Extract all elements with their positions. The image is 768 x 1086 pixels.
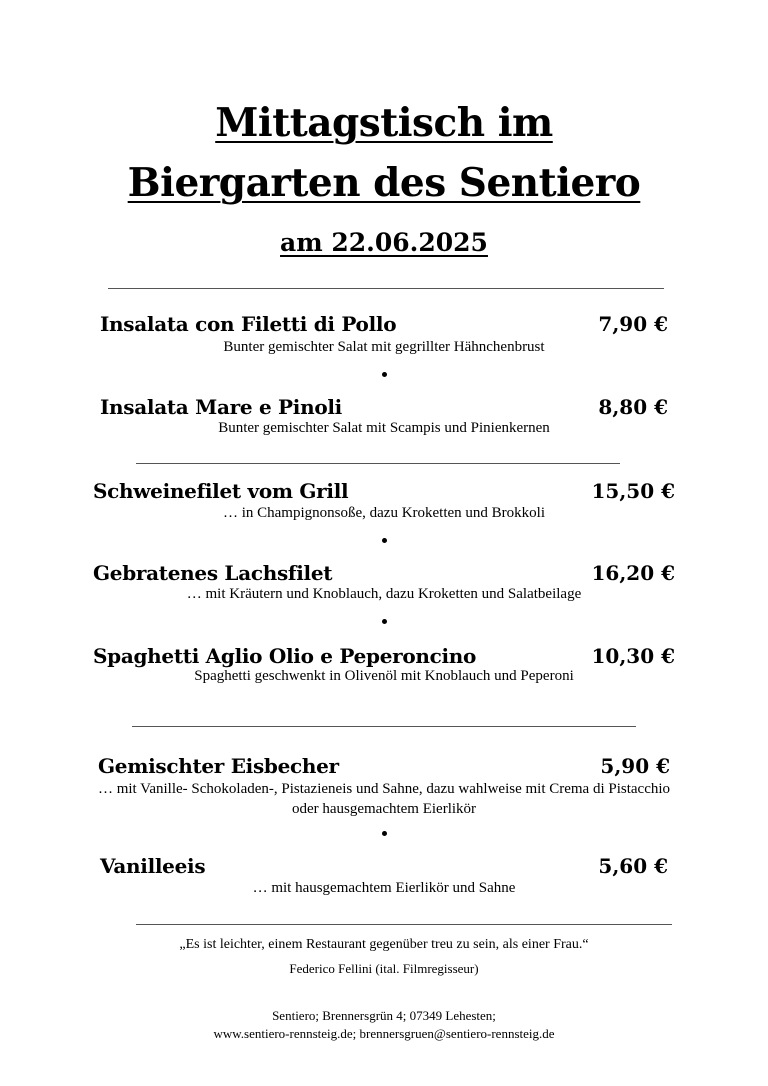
dish-description: Spaghetti geschwenkt in Olivenöl mit Knoblauch und Peperoni [194, 668, 574, 684]
dish-price: 10,30 € [591, 644, 675, 668]
quote-author: Federico Fellini (ital. Filmregisseur) [289, 961, 479, 976]
dish-price: 7,90 € [598, 312, 668, 336]
menu-title-line1: Mittagstisch im [215, 100, 553, 146]
bullet-separator [382, 538, 387, 543]
dish-description: … mit hausgemachtem Eierlikör und Sahne [252, 880, 516, 896]
dish-name: Insalata con Filetti di Pollo [100, 312, 397, 336]
bullet-separator [382, 619, 387, 624]
divider [108, 288, 664, 289]
dish-name: Insalata Mare e Pinoli [100, 395, 342, 419]
dish-price: 16,20 € [591, 561, 675, 585]
dish-price: 5,60 € [598, 854, 668, 878]
dish-description: … mit Vanille- Schokoladen-, Pistazieneis und Sahne, dazu wahlweise mit Crema di Pistacchio oder hausgemachtem Eierlikör [97, 781, 671, 817]
quote-text: „Es ist leichter, einem Restaurant gegenüber treu zu sein, als einer Frau.“ [179, 937, 589, 952]
menu-date: am 22.06.2025 [280, 228, 488, 257]
dish-name: Gemischter Eisbecher [98, 754, 339, 778]
dish-price: 5,90 € [600, 754, 670, 778]
divider [132, 726, 636, 727]
menu-title-line2: Biergarten des Sentiero [127, 160, 641, 206]
dish-description: … mit Kräutern und Knoblauch, dazu Kroketten und Salatbeilage [186, 586, 582, 602]
divider [136, 924, 672, 925]
dish-description: … in Champignonsoße, dazu Kroketten und Brokkoli [222, 505, 546, 521]
bullet-separator [382, 831, 387, 836]
divider [136, 463, 620, 464]
dish-price: 8,80 € [598, 395, 668, 419]
dish-price: 15,50 € [591, 479, 675, 503]
dish-name: Gebratenes Lachsfilet [93, 561, 333, 585]
dish-description: Bunter gemischter Salat mit gegrillter Hähnchenbrust [223, 339, 545, 355]
dish-name: Spaghetti Aglio Olio e Peperoncino [93, 644, 477, 668]
dish-name: Vanilleeis [100, 854, 206, 878]
dish-description: Bunter gemischter Salat mit Scampis und Pinienkernen [218, 420, 550, 436]
footer-address: Sentiero; Brennersgrün 4; 07349 Lehesten; [272, 1008, 496, 1023]
bullet-separator [382, 372, 387, 377]
dish-name: Schweinefilet vom Grill [93, 479, 349, 503]
footer-contact: www.sentiero-rennsteig.de; brennersgruen@sentiero-rennsteig.de [213, 1026, 555, 1041]
